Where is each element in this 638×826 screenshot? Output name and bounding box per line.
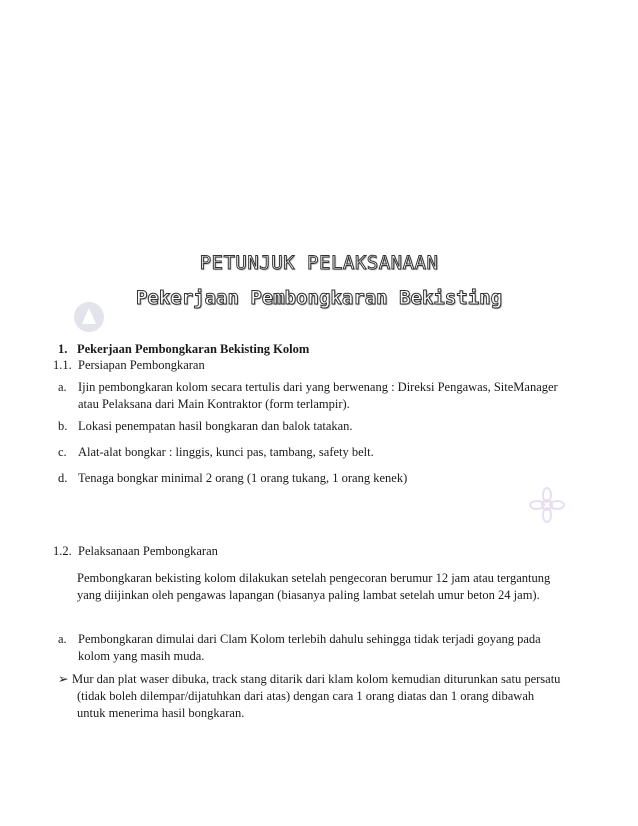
- list-marker: a.: [58, 632, 67, 646]
- list-item-text: Ijin pembongkaran kolom secara tertulis dari yang berwenang : Direksi Pengawas, SiteManager: [78, 380, 558, 394]
- bullet-item: [58, 671, 560, 688]
- arrow-bullet-icon: ➢: [58, 672, 69, 686]
- list-item-text: Alat-alat bongkar : linggis, kunci pas, tambang, safety belt.: [78, 445, 374, 459]
- list-item: [58, 631, 541, 648]
- list-item-continuation: kolom yang masih muda.: [78, 649, 205, 663]
- list-item-text: Tenaga bongkar minimal 2 orang (1 orang tukang, 1 orang kenek): [78, 471, 408, 485]
- list-item: [58, 470, 407, 487]
- subsection-1-2-number: 1.2.: [53, 544, 72, 558]
- paragraph-line: Pembongkaran bekisting kolom dilakukan setelah pengecoran berumur 12 jam atau tergantung: [77, 571, 551, 585]
- page-subtitle: Pekerjaan Pembongkaran Bekisting: [135, 287, 503, 309]
- section-1-title: Pekerjaan Pembongkaran Bekisting Kolom: [77, 342, 310, 356]
- subsection-1-2-heading: [53, 543, 218, 560]
- list-item-text: Lokasi penempatan hasil bongkaran dan balok tatakan.: [78, 419, 353, 433]
- paragraph-line: yang diijinkan oleh pengawas lapangan (biasanya paling lambat setelah umur beton 24 jam).: [77, 588, 540, 602]
- list-item: [58, 379, 558, 396]
- list-item: [58, 444, 374, 461]
- subsection-1-1-number: 1.1.: [53, 358, 72, 372]
- page-title: PETUNJUK PELAKSANAAN: [199, 252, 439, 274]
- list-marker: d.: [58, 471, 68, 485]
- section-1-number: 1.: [58, 342, 68, 356]
- bullet-item-text: Mur dan plat waser dibuka, track stang ditarik dari klam kolom kemudian diturunkan satu persatu: [72, 672, 561, 686]
- section-1-heading: [58, 341, 309, 358]
- bullet-item-continuation: untuk menerima hasil bongkaran.: [77, 706, 245, 720]
- list-marker: a.: [58, 380, 67, 394]
- bullet-item-continuation: (tidak boleh dilempar/dijatuhkan dari atas) dengan cara 1 orang diatas dan 1 orang dibawah: [77, 689, 535, 703]
- subsection-1-1-title: Persiapan Pembongkaran: [78, 358, 205, 372]
- list-item-text: Pembongkaran dimulai dari Clam Kolom terlebih dahulu sehingga tidak terjadi goyang pada: [78, 632, 541, 646]
- subsection-1-2-title: Pelaksanaan Pembongkaran: [78, 544, 218, 558]
- list-item-continuation: atau Pelaksana dari Main Kontraktor (form terlampir).: [78, 397, 350, 411]
- flower-icon: [528, 486, 566, 524]
- list-marker: b.: [58, 419, 68, 433]
- subsection-1-1-heading: [53, 357, 205, 374]
- list-item: [58, 418, 353, 435]
- list-marker: c.: [58, 445, 67, 459]
